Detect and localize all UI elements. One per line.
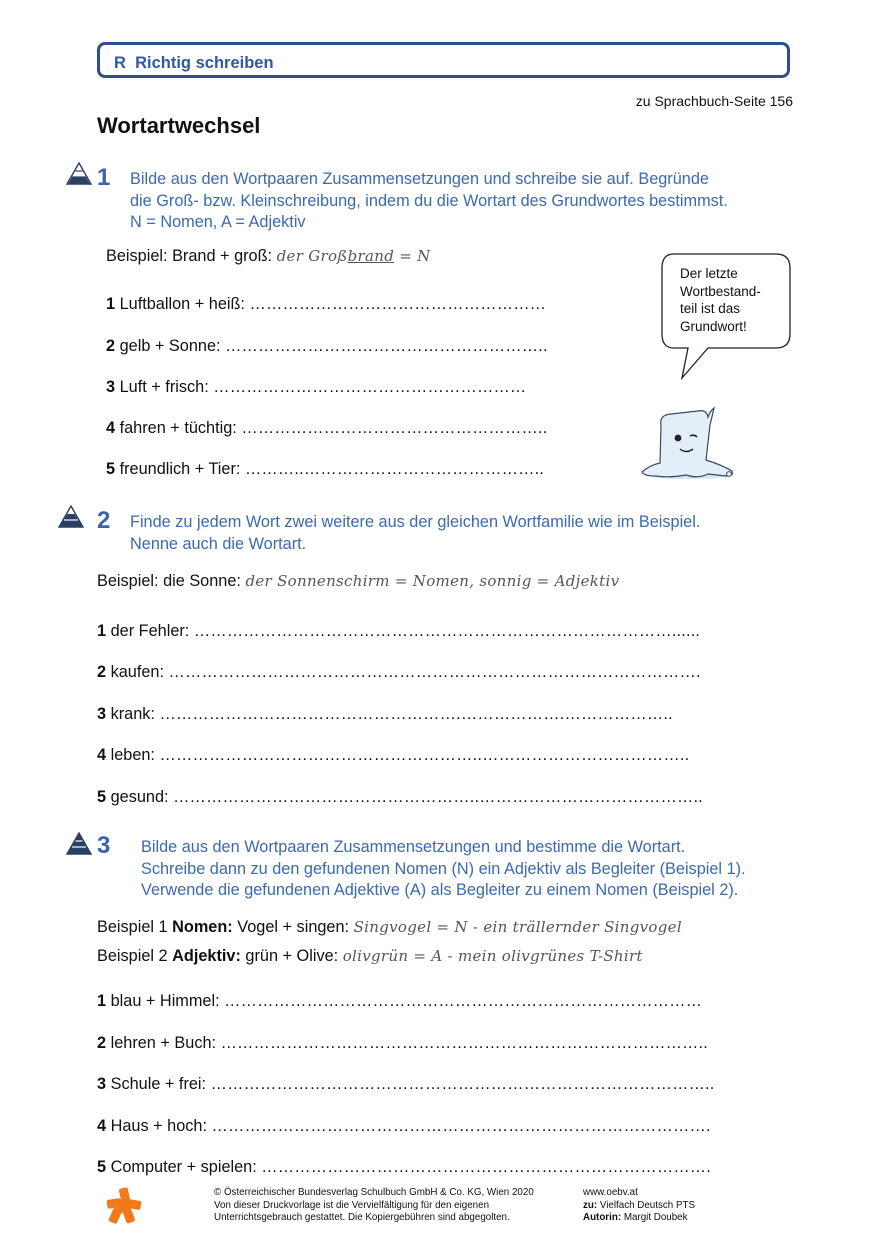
task-1-instruction-line: die Groß- bzw. Kleinschreibung, indem du die Wortart des Grundwortes bestimmst. <box>130 191 728 210</box>
example-answer: der Sonnenschirm = Nomen, sonnig = Adjektiv <box>245 572 620 590</box>
answer-line[interactable]: …………………………………………………………………………… <box>224 992 703 1010</box>
task-1-item: 2 gelb + Sonne: ………………………………………………….. <box>106 337 548 355</box>
task-2-item: 2 kaufen: ……………………………………………………………………………………. <box>97 663 701 681</box>
difficulty-level-2-icon <box>58 505 84 529</box>
task-1-instruction-line: Bilde aus den Wortpaaren Zusammensetzungen und schreibe sie auf. Begründe <box>130 170 709 188</box>
task-2-item: 5 gesund: ………………………………………………..………………………………….. <box>97 788 703 806</box>
task-2-instruction-line: Nenne auch die Wortart. <box>130 534 307 553</box>
task-3-number: 3 <box>97 832 111 859</box>
task-1-example <box>106 247 431 266</box>
answer-line[interactable]: ……………………………………………… <box>249 295 547 313</box>
answer-line[interactable]: ………………………………………………… <box>213 378 527 396</box>
difficulty-level-3-icon <box>66 832 92 856</box>
answer-line[interactable]: ……………………………………………………………………………...... <box>193 622 701 640</box>
answer-line[interactable]: ………………………………………………………………………. <box>261 1158 712 1176</box>
page-title: Wortartwechsel <box>97 113 261 138</box>
footer-website[interactable]: www.oebv.at <box>583 1187 638 1198</box>
answer-line[interactable]: ………………………………………………….. <box>225 337 548 355</box>
task-3-instruction-line: Bilde aus den Wortpaaren Zusammensetzungen und bestimme die Wortart. <box>141 838 686 856</box>
task-3-instruction-line: Verwende die gefundenen Adjektive (A) als Begleiter zu einem Nomen (Beispiel 2). <box>141 881 739 899</box>
task-3-item: 2 lehren + Buch: …………………………………………………………………………….. <box>97 1034 708 1052</box>
task-2-item: 1 der Fehler: ……………………………………………………………………………...... <box>97 622 701 640</box>
task-3-instruction-line: Schreibe dann zu den gefundenen Nomen (N) ein Adjektiv als Begleiter (Beispiel 1). <box>141 859 746 878</box>
task-3-item: 3 Schule + frei: ……………………………………………………………………………….. <box>97 1075 715 1093</box>
task-3-item: 5 Computer + spielen: ………………………………………………………………………. <box>97 1158 712 1176</box>
example-answer: olivgrün = A - mein olivgrünes T-Shirt <box>342 947 643 965</box>
answer-line[interactable]: …………………………………………………..……………………………….. <box>159 746 690 764</box>
task-1-item: 1 Luftballon + heiß: ……………………………………………… <box>106 295 547 313</box>
example-answer: der Großbrand = N <box>276 247 431 265</box>
answer-line[interactable]: ………………………………………………..………………………………….. <box>173 788 703 806</box>
task-3-example-2: Beispiel 2 Adjektiv: grün + Olive: olivgrün = A - mein olivgrünes T-Shirt <box>97 947 643 965</box>
section-header-box <box>97 42 790 78</box>
task-3-example-1: Beispiel 1 Nomen: Vogel + singen: Singvogel = N - ein trällernder Singvogel <box>97 918 682 936</box>
task-1-instruction <box>130 169 728 234</box>
task-2-item: 3 krank: ……………………………………………….……………….……………….. <box>97 705 673 723</box>
answer-line[interactable]: …………………………………………………………………………….. <box>220 1034 708 1052</box>
task-1-instruction-line: N = Nomen, A = Adjektiv <box>130 213 306 231</box>
task-2-instruction-line: Finde zu jedem Wort zwei weitere aus der gleichen Wortfamilie wie im Beispiel. <box>130 513 701 531</box>
task-2-number: 2 <box>97 507 111 534</box>
task-2-item: 4 leben: …………………………………………………..……………………………….. <box>97 746 690 764</box>
task-2-example <box>97 572 619 591</box>
publisher-logo-icon <box>104 1186 144 1226</box>
section-header <box>114 54 274 73</box>
task-1-number: 1 <box>97 164 111 191</box>
task-3-item: 1 blau + Himmel: …………………………………………………………………………… <box>97 992 703 1010</box>
task-1-item: 4 fahren + tüchtig: ……………………………………………….. <box>106 419 548 437</box>
footer-info: www.oebv.at zu: Vielfach Deutsch PTS Autorin: Margit Doubek <box>583 1187 695 1223</box>
example-label: Beispiel: Brand + groß: <box>106 247 273 265</box>
speech-bubble-text: Der letzte Wortbestand- teil ist das Grundwort! <box>680 266 761 334</box>
answer-line[interactable]: ………..…………………………………….. <box>244 460 545 478</box>
page-reference: zu Sprachbuch-Seite 156 <box>635 93 793 109</box>
example-label: Beispiel: die Sonne: <box>97 572 241 590</box>
difficulty-level-1-icon <box>66 162 92 186</box>
task-3-item: 4 Haus + hoch: ………………………………………………………………………………. <box>97 1117 711 1135</box>
answer-line[interactable]: ……………………………………………….……………….……………….. <box>159 705 673 723</box>
answer-line[interactable]: ……………………………………………………………………………………. <box>168 663 701 681</box>
task-1-item: 5 freundlich + Tier: ………..…………………………………….. <box>106 460 545 478</box>
answer-line[interactable]: ……………………………………………………………………………….. <box>210 1075 715 1093</box>
example-answer: Singvogel = N - ein trällernder Singvogel <box>353 918 682 936</box>
task-2-instruction <box>130 512 700 555</box>
answer-line[interactable]: ……………………………………………….. <box>241 419 548 437</box>
section-title: Richtig schreiben <box>135 54 274 72</box>
task-3-instruction <box>141 837 746 902</box>
task-1-item: 3 Luft + frisch: ………………………………………………… <box>106 378 527 396</box>
section-letter: R <box>114 54 126 72</box>
footer-copyright: © Österreichischer Bundesverlag Schulbuch GmbH & Co. KG, Wien 2020 Von dieser Druckvorlage ist die Vervielfältigung für den eigenen Unterrichtsgebrauch gestattet. Die Kopiergebühren sind abgegolten. <box>214 1187 534 1223</box>
answer-line[interactable]: ………………………………………………………………………………. <box>211 1117 711 1135</box>
mascot-illustration <box>636 405 738 483</box>
